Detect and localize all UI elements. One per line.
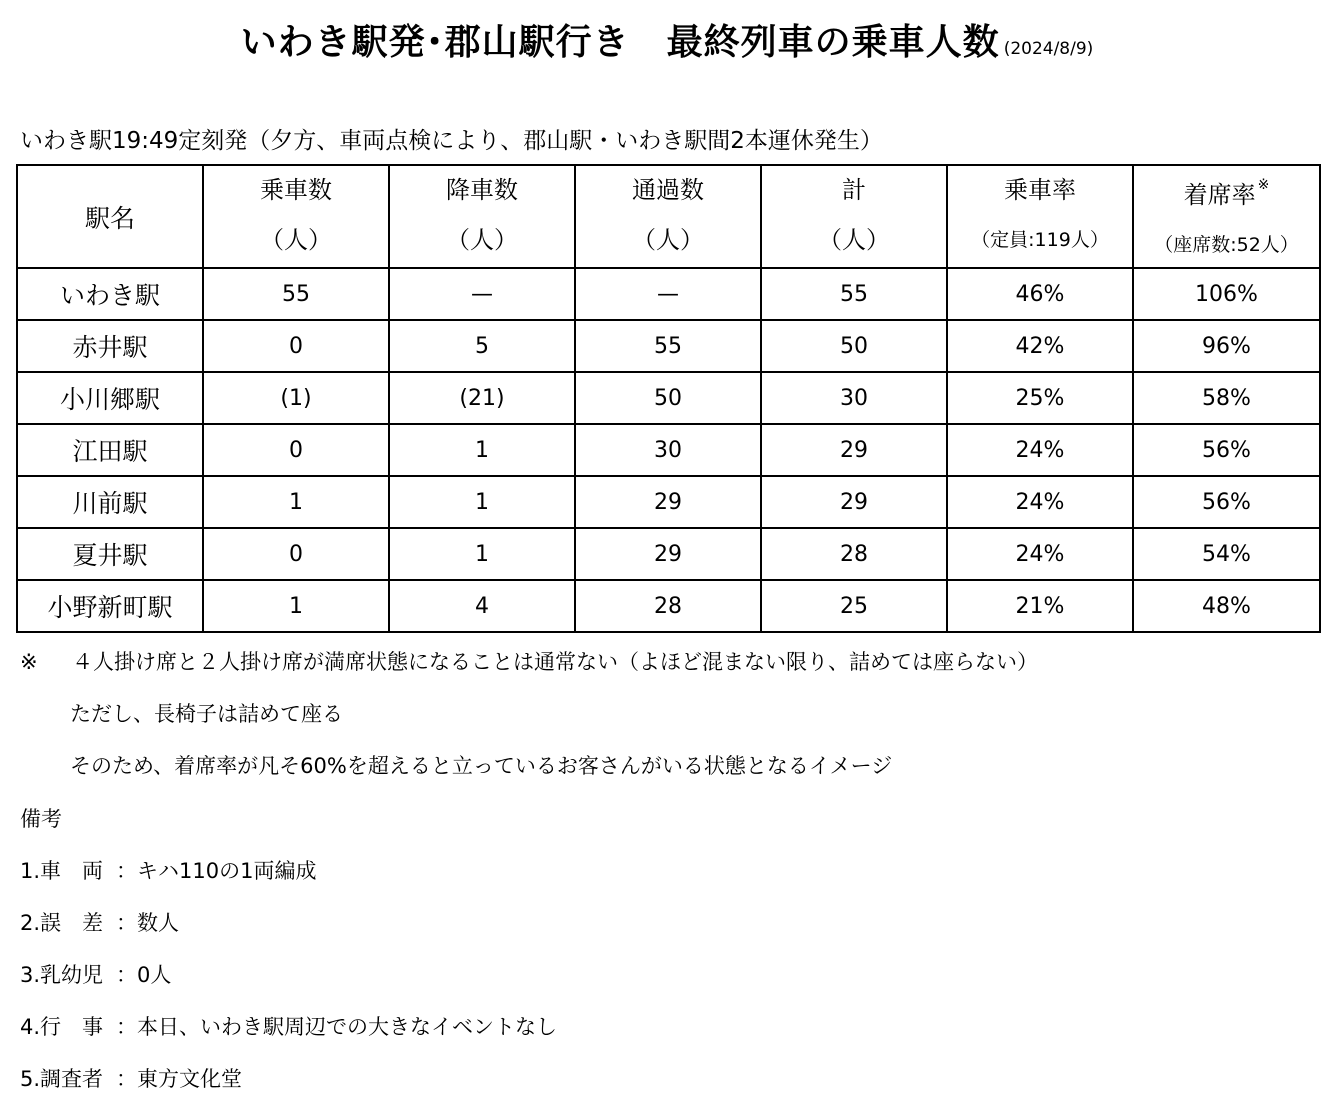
table-cell: 106% bbox=[1133, 268, 1320, 320]
station-name-cell: 赤井駅 bbox=[17, 320, 203, 372]
table-cell: 0 bbox=[203, 528, 389, 580]
table-cell: 56% bbox=[1133, 424, 1320, 476]
table-cell: 48% bbox=[1133, 580, 1320, 632]
table-cell: (1) bbox=[203, 372, 389, 424]
table-cell: 42% bbox=[947, 320, 1133, 372]
table-cell: 24% bbox=[947, 528, 1133, 580]
table-cell: 0 bbox=[203, 424, 389, 476]
table-cell: 30 bbox=[761, 372, 947, 424]
note-mark: ※ bbox=[20, 650, 38, 674]
page-title bbox=[0, 14, 1334, 65]
table-cell: 1 bbox=[389, 424, 575, 476]
table-cell: 58% bbox=[1133, 372, 1320, 424]
header-alighting: 降車数 （人） bbox=[389, 165, 575, 268]
table-cell: 1 bbox=[389, 476, 575, 528]
station-name-cell: 小野新町駅 bbox=[17, 580, 203, 632]
footnote-mark: ※ bbox=[1257, 176, 1270, 193]
table-cell: 46% bbox=[947, 268, 1133, 320]
header-boarding: 乗車数 （人） bbox=[203, 165, 389, 268]
table-cell: 28 bbox=[761, 528, 947, 580]
station-name-cell: いわき駅 bbox=[17, 268, 203, 320]
station-name-cell: 小川郷駅 bbox=[17, 372, 203, 424]
note-line-2: ただし、長椅子は詰めて座る bbox=[70, 702, 343, 726]
table-cell: 25% bbox=[947, 372, 1133, 424]
ridership-table bbox=[16, 164, 1321, 633]
table-cell: 4 bbox=[389, 580, 575, 632]
table-cell: 28 bbox=[575, 580, 761, 632]
table-cell: 55 bbox=[575, 320, 761, 372]
title-main: いわき駅発･郡山駅行き 最終列車の乗車人数 bbox=[240, 22, 1000, 63]
table-row bbox=[17, 528, 1320, 580]
header-occupancy-rate: 乗車率 （定員:119人） bbox=[947, 165, 1133, 268]
remark-item: 5.調査者 ：東方文化堂 bbox=[20, 1067, 242, 1091]
table-cell: — bbox=[575, 268, 761, 320]
table-caption: いわき駅19:49定刻発（夕方、車両点検により、郡山駅・いわき駅間2本運休発生） bbox=[20, 128, 883, 154]
table-cell: 54% bbox=[1133, 528, 1320, 580]
header-passing: 通過数 （人） bbox=[575, 165, 761, 268]
table-cell: 24% bbox=[947, 424, 1133, 476]
note-line-3: そのため、着席率が凡そ60%を超えると立っているお客さんがいる状態となるイメージ bbox=[70, 754, 893, 778]
table-cell: — bbox=[389, 268, 575, 320]
table-cell: 29 bbox=[761, 424, 947, 476]
table-cell: 96% bbox=[1133, 320, 1320, 372]
remark-item: 3.乳幼児 ：0人 bbox=[20, 963, 172, 987]
remark-item: 1.車 両 ：キハ110の1両編成 bbox=[20, 859, 317, 883]
remark-item: 4.行 事 ：本日、いわき駅周辺での大きなイベントなし bbox=[20, 1015, 557, 1039]
table-row bbox=[17, 476, 1320, 528]
table-row bbox=[17, 320, 1320, 372]
header-seating-rate: 着席率 ※ （座席数:52人） bbox=[1133, 165, 1320, 268]
table-cell: 50 bbox=[575, 372, 761, 424]
table-cell: 25 bbox=[761, 580, 947, 632]
table-cell: 50 bbox=[761, 320, 947, 372]
title-date: (2024/8/9) bbox=[1003, 39, 1094, 59]
note-line-1: ※ ４人掛け席と２人掛け席が満席状態になることは通常ない（よほど混まない限り、詰めては座らない） bbox=[20, 650, 1038, 674]
table-cell: 30 bbox=[575, 424, 761, 476]
station-name-cell: 夏井駅 bbox=[17, 528, 203, 580]
table-cell: 55 bbox=[203, 268, 389, 320]
table-cell: 29 bbox=[575, 528, 761, 580]
table-cell: (21) bbox=[389, 372, 575, 424]
remark-item: 2.誤 差 ：数人 bbox=[20, 911, 179, 935]
table-cell: 1 bbox=[203, 580, 389, 632]
table-cell: 5 bbox=[389, 320, 575, 372]
table-cell: 1 bbox=[203, 476, 389, 528]
table-row bbox=[17, 424, 1320, 476]
header-row bbox=[17, 165, 1320, 268]
header-total: 計 （人） bbox=[761, 165, 947, 268]
table-row bbox=[17, 268, 1320, 320]
table-row bbox=[17, 580, 1320, 632]
table-cell: 55 bbox=[761, 268, 947, 320]
table-cell: 24% bbox=[947, 476, 1133, 528]
table-cell: 29 bbox=[575, 476, 761, 528]
station-name-cell: 江田駅 bbox=[17, 424, 203, 476]
table-cell: 21% bbox=[947, 580, 1133, 632]
header-station: 駅名 bbox=[17, 165, 203, 268]
table-cell: 0 bbox=[203, 320, 389, 372]
table-row bbox=[17, 372, 1320, 424]
table-cell: 1 bbox=[389, 528, 575, 580]
station-name-cell: 川前駅 bbox=[17, 476, 203, 528]
table-cell: 29 bbox=[761, 476, 947, 528]
table-cell: 56% bbox=[1133, 476, 1320, 528]
remarks-heading: 備考 bbox=[20, 807, 62, 831]
